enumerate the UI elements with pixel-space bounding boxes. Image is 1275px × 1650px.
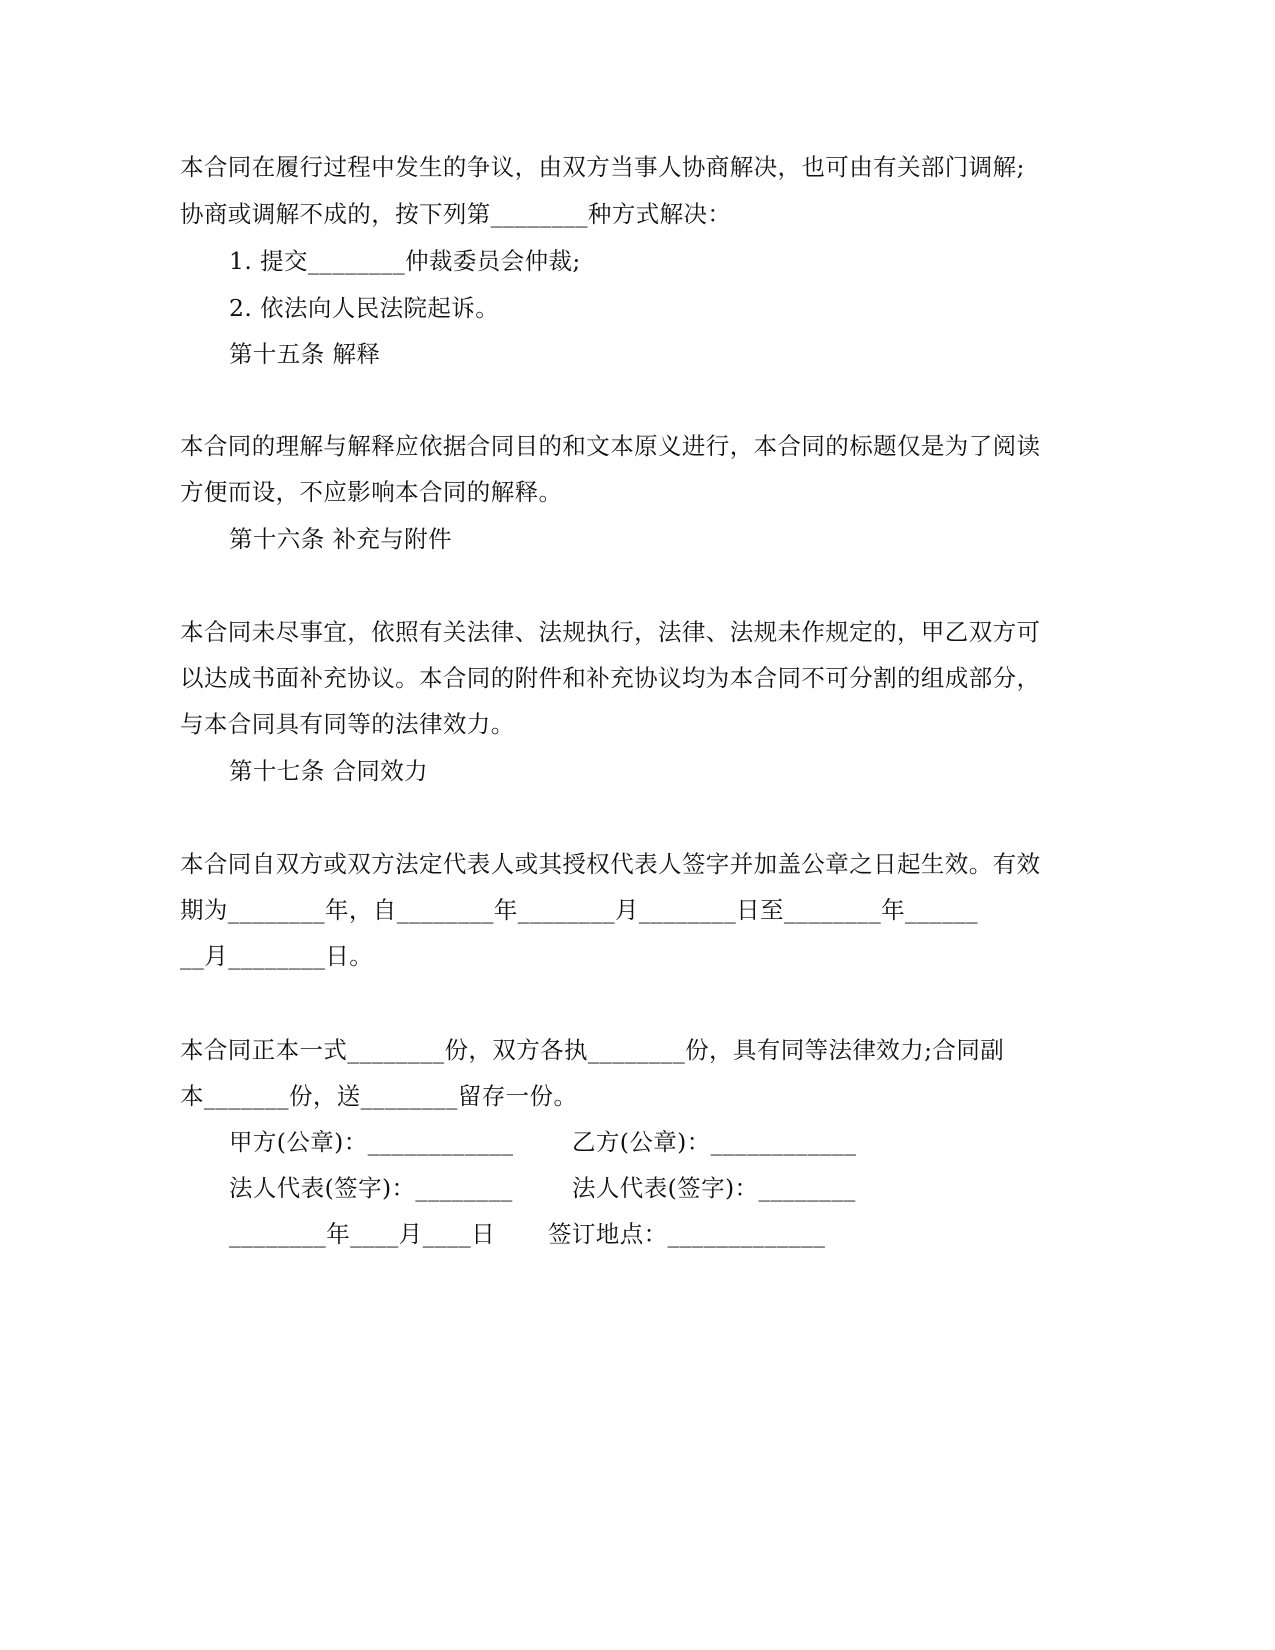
dispute-option-1: 1. 提交________仲裁委员会仲裁; (229, 247, 581, 275)
article-16-line-1: 本合同未尽事宜，依照有关法律、法规执行，法律、法规未作规定的，甲乙双方可 (180, 618, 1041, 646)
article-17-heading: 第十七条 合同效力 (229, 757, 429, 785)
dispute-paragraph-line-1: 本合同在履行过程中发生的争议，由双方当事人协商解决，也可由有关部门调解; (180, 153, 1025, 181)
party-b-representative-field: 法人代表(签字)：________ (572, 1174, 856, 1202)
party-b-seal-field: 乙方(公章)：____________ (572, 1128, 857, 1156)
copies-line-1: 本合同正本一式________份，双方各执________份，具有同等法律效力;合同副 (180, 1036, 1005, 1064)
article-15-heading: 第十五条 解释 (229, 340, 381, 368)
article-15-line-2: 方便而设，不应影响本合同的解释。 (180, 478, 563, 506)
dispute-paragraph-line-2: 协商或调解不成的，按下列第________种方式解决： (180, 200, 732, 228)
party-a-representative-field: 法人代表(签字)：________ (229, 1174, 513, 1202)
article-17-line-1: 本合同自双方或双方法定代表人或其授权代表人签字并加盖公章之日起生效。有效 (180, 850, 1041, 878)
dispute-option-2: 2. 依法向人民法院起诉。 (229, 294, 500, 322)
article-16-line-2: 以达成书面补充协议。本合同的附件和补充协议均为本合同不可分割的组成部分， (180, 664, 1041, 692)
article-17-line-3: __月________日。 (180, 942, 374, 970)
article-15-line-1: 本合同的理解与解释应依据合同目的和文本原义进行，本合同的标题仅是为了阅读 (180, 432, 1041, 460)
article-17-line-2: 期为________年，自________年________月________日至________年______ (180, 896, 978, 924)
copies-line-2: 本_______份，送________留存一份。 (180, 1082, 578, 1110)
article-16-heading: 第十六条 补充与附件 (229, 525, 452, 553)
signing-place-field: 签订地点：_____________ (548, 1220, 826, 1248)
signing-date-field: ________年____月____日 (229, 1220, 496, 1248)
article-16-line-3: 与本合同具有同等的法律效力。 (180, 710, 515, 738)
party-a-seal-field: 甲方(公章)：____________ (229, 1128, 514, 1156)
